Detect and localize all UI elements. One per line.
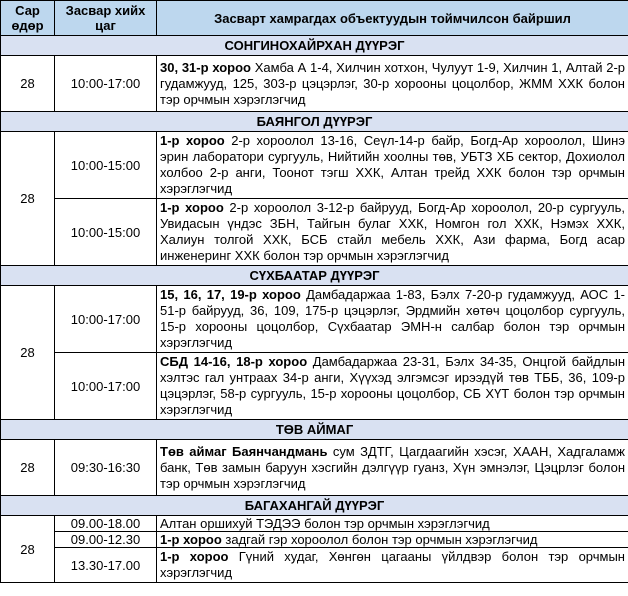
khoroo-label: 1-р хороо xyxy=(160,133,225,148)
location-cell xyxy=(157,532,628,548)
time-cell: 09.00-12.30 xyxy=(55,532,157,548)
location-text: Гүний худаг, Хөнгөн цагааны үйлдвэр болон тэр орчмын хэрэглэгчид xyxy=(160,549,625,580)
location-cell xyxy=(157,353,628,420)
header-row xyxy=(1,1,628,36)
section-title: СОНГИНОХАЙРХАН ДҮҮРЭГ xyxy=(1,36,628,56)
location-text: Дамбадаржаа 1-83, Бэлх 7-20-р гудамжууд, АОС 1-51-р байрууд, 36, 109, 175-р цэцэрлэг, Эрдмийн хөтөч цоцолбор сургууль, 15-р хорооны цоцолбор, Сүхбаатар ЭМН-н салбар болон тэр орчмын хэрэглэгчид xyxy=(160,287,626,350)
khoroo-label: 1-р хороо xyxy=(160,532,222,547)
time-cell: 13.30-17.00 xyxy=(55,548,157,583)
location-text: Дамбадаржаа 23-31, Бэлх 34-35, Онцгой байдлын хэлтэс гал унтраах 34-р анги, Хүүхэд элгэмсэг ирээдүй төв ТББ, 36, 109-р цэцэрлэг, 58-р сургууль, 15-р хорооны цоцолбор, СБ ХҮТ болон тэр орчмын хэрэглэгчид xyxy=(160,354,626,417)
section-title: СҮХБААТАР ДҮҮРЭГ xyxy=(1,266,628,286)
khoroo-label: 15, 16, 17, 19-р хороо xyxy=(160,287,301,302)
location-cell xyxy=(157,132,628,199)
khoroo-label: 1-р хороо xyxy=(160,200,224,215)
location-cell xyxy=(157,56,628,112)
day-cell: 28 xyxy=(1,286,55,420)
location-cell xyxy=(157,548,628,583)
location-cell xyxy=(157,286,628,353)
day-cell: 28 xyxy=(1,516,55,583)
location-text: Алтан оршихуй ТЭДЭЭ болон тэр орчмын хэрэглэгчид xyxy=(160,516,490,531)
table-row xyxy=(1,353,628,420)
header-time: Засвар хийх цаг xyxy=(55,1,157,36)
table-row xyxy=(1,440,628,496)
time-cell: 09.00-18.00 xyxy=(55,516,157,532)
khoroo-label: СБД 14-16, 18-р хороо xyxy=(160,354,308,369)
day-cell: 28 xyxy=(1,132,55,266)
table-row xyxy=(1,56,628,112)
location-cell xyxy=(157,199,628,266)
table-row xyxy=(1,199,628,266)
location-text: 2-р хороолол 13-16, Сеүл-14-р байр, Богд-Ар хороолол, Шинэ эрин лаборатори сургууль, Нийтийн хоолны төв, УБТЗ ХБ сектор, Дохиолол холбоо 2-р анги, Тоонот тэгш ХХК, Алтан трейд ХХК болон тэр орчмын хэрэглэгчид xyxy=(160,133,625,196)
table-row xyxy=(1,532,628,548)
day-cell: 28 xyxy=(1,56,55,112)
location-text: Хамба А 1-4, Хилчин хотхон, Чулуут 1-9, Хилчин 1, Алтай 2-р гудамжууд, 125, 303-р цэцэрлэг, 30-р хорооны цоцолбор, ЖММ ХХК болон тэр орчмын хэрэглэгчид xyxy=(160,59,625,107)
khoroo-label: 1-р хороо xyxy=(160,549,229,564)
table-row xyxy=(1,548,628,583)
section-row-songinokhairkhan xyxy=(1,36,628,56)
khoroo-label: Төв аймаг Баянчандмань xyxy=(160,443,328,459)
location-cell xyxy=(157,440,628,496)
time-cell: 10:00-15:00 xyxy=(55,132,157,199)
table-row xyxy=(1,516,628,532)
table-row xyxy=(1,286,628,353)
section-title: БАГАХАНГАЙ ДҮҮРЭГ xyxy=(1,496,628,516)
location-text: сум ЗДТГ, Цагдаагийн хэсэг, ХААН, Хадгаламж банк, Төв замын баруун хэсгийн дэлгүүр гуанз, Хүн эмнэлэг, Цэцрлэг болон тэр орчмын хэрэглэгчид xyxy=(160,443,625,491)
time-cell: 09:30-16:30 xyxy=(55,440,157,496)
time-cell: 10:00-17:00 xyxy=(55,286,157,353)
location-cell xyxy=(157,516,628,532)
section-row-bagakhangai xyxy=(1,496,628,516)
section-row-sukhbaatar xyxy=(1,266,628,286)
location-text: 2-р хороолол 3-12-р байрууд, Богд-Ар хороолол, 20-р сургууль, Увидасын үндэс ЗБН, Тайгын булаг ХХК, Номгон гол ХХК, Нэмэх ХХК, Халиун толгой ХХК, БСБ стайл мебель ХХК, Ази фарма, Богд асар инженеринг ХХК болон тэр орчмын хэрэглэгчид xyxy=(160,200,625,263)
table-row xyxy=(1,132,628,199)
header-location: Засварт хамрагдах объектуудын тоймчилсон байршил xyxy=(157,1,628,36)
time-cell: 10:00-17:00 xyxy=(55,353,157,420)
header-day: Сар өдөр xyxy=(1,1,55,36)
section-row-bayangol xyxy=(1,112,628,132)
section-title: БАЯНГОЛ ДҮҮРЭГ xyxy=(1,112,628,132)
time-cell: 10:00-15:00 xyxy=(55,199,157,266)
section-row-tuv-aimag xyxy=(1,420,628,440)
khoroo-label: 30, 31-р хороо xyxy=(160,59,251,75)
section-title: ТӨВ АЙМАГ xyxy=(1,420,628,440)
day-cell: 28 xyxy=(1,440,55,496)
location-text: задгай гэр хороолол болон тэр орчмын хэрэглэгчид xyxy=(221,532,538,547)
time-cell: 10:00-17:00 xyxy=(55,56,157,112)
